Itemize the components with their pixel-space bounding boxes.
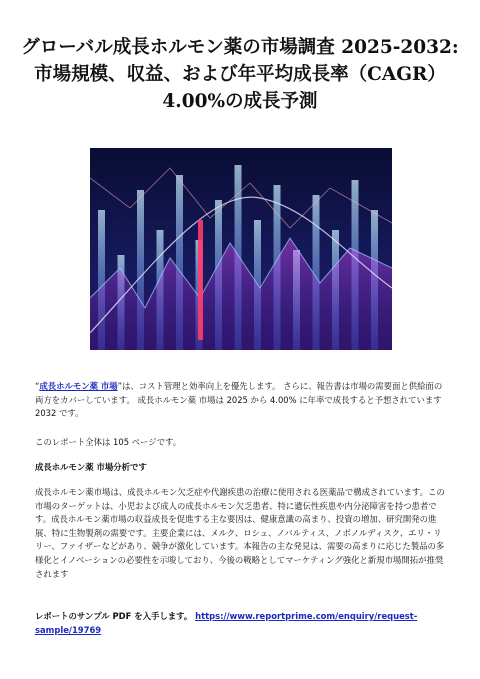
analysis-heading: 成長ホルモン薬 市場分析です [35,462,147,472]
intro-paragraph [35,380,447,421]
page-title: グローバル成長ホルモン薬の市場調査 2025-2032: 市場規模、収益、および年平均成長率（CAGR）4.00%の成長予測 [21,37,459,112]
intro-text: ”は、コスト管理と効率向上を優先します。 さらに、報告書は市場の需要面と供給面の両方をカバーしています。 成長ホルモン薬 市場は 2025 から 4.00% に年率で成長すると予想されています2032 です。 [35,381,443,419]
sample-request [35,610,447,637]
quote-open: “ [35,381,40,391]
analysis-paragraph: 成長ホルモン薬市場は、成長ホルモン欠乏症や代謝疾患の治療に使用される医薬品で構成されています。この市場のターゲットは、小児および成人の成長ホルモン欠乏患者、特に遺伝性疾患や内分泌障害を持つ患者です。成長ホルモン薬市場の収益成長を促進する主な要因は、健康意識の高まり、投資の増加、研究開発の進展、特に生物製剤の需要です。主要企業には、メルク、ロシュ、ノバルティス、ノボノルディスク、エリ・リリー、ファイザーなどがあり、競争が激化しています。本報告の主な発見は、需要の高まりに応じた製品の多様化とイノベーションの必要性を示唆しており、今後の戦略としてマーケティング強化と新規市場開拓が推奨されます [35,487,445,579]
pages-note: このレポート全体は 105 ページです。 [35,437,182,447]
hero-image [90,148,392,350]
financial-chart-illustration [90,148,392,350]
market-link[interactable]: 成長ホルモン薬 市場 [39,381,118,391]
sample-link[interactable]: https://www.reportprime.com/enquiry/request-sample/19769 [35,611,418,635]
sample-label: レポートのサンプル PDF を入手します。 [35,611,193,621]
